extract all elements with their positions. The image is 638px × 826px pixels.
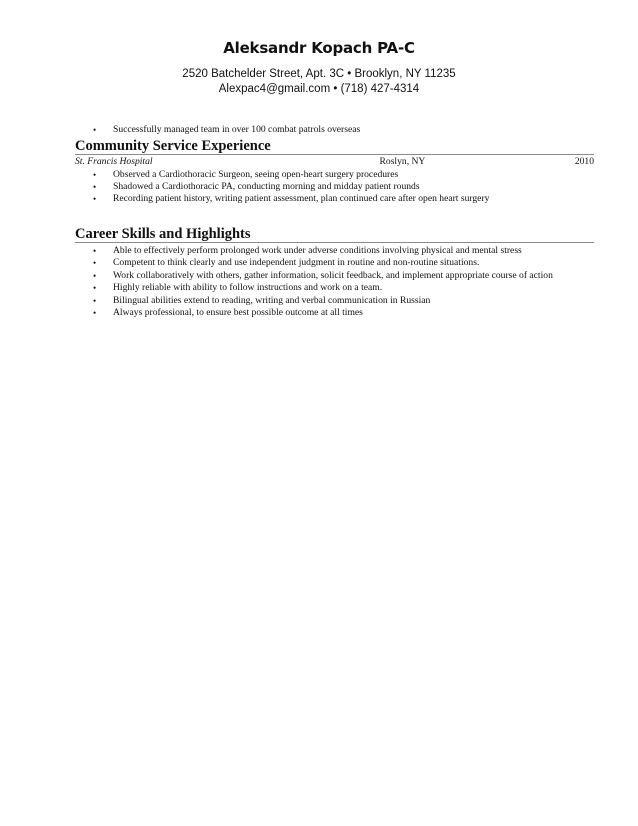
section-title: Community Service Experience: [75, 138, 594, 155]
list-item: [75, 169, 594, 181]
bullet-text: Successfully managed team in over 100 combat patrols overseas: [113, 124, 361, 135]
bullet-text: Highly reliable with ability to follow instructions and work on a team.: [113, 282, 383, 294]
bullet-text: Bilingual abilities extend to reading, writing and verbal communication in Russian: [113, 294, 431, 306]
previous-section-bullets: [75, 124, 594, 136]
bullet-icon: •: [93, 169, 97, 180]
bullet-text: Recording patient history, writing patient assessment, plan continued care after open heart surgery: [113, 193, 490, 205]
bullet-text: Competent to think clearly and use independent judgment in routine and non-routine situations.: [113, 257, 480, 269]
previous-section-tail: [75, 124, 594, 136]
bullet-icon: •: [93, 246, 97, 256]
section-title: Career Skills and Highlights: [75, 226, 594, 243]
list-item: [75, 181, 594, 193]
resume-name: Aleksandr Kopach PA-C: [223, 39, 415, 57]
address-line: 2520 Batchelder Street, Apt. 3C • Brooklyn, NY 11235: [182, 68, 456, 80]
list-item: [75, 257, 594, 269]
bullet-icon: •: [93, 194, 97, 205]
bullet-text: Work collaboratively with others, gather information, solicit feedback, and implement appropriate course of action: [113, 269, 553, 281]
bullet-icon: •: [93, 270, 97, 281]
bullet-icon: •: [93, 308, 97, 319]
list-item: [75, 245, 594, 257]
list-item: [75, 282, 594, 294]
bullet-icon: •: [93, 295, 97, 306]
experience-entry: [75, 156, 594, 169]
list-item: [75, 270, 594, 282]
bullet-icon: •: [93, 258, 97, 269]
bullet-icon: •: [93, 283, 97, 294]
list-item: [75, 295, 594, 307]
contact-line: Alexpac4@gmail.com • (718) 427-4314: [218, 83, 420, 95]
list-item: [75, 307, 594, 319]
bullet-text: Always professional, to ensure best possible outcome at all times: [113, 307, 363, 319]
list-item: [75, 124, 594, 136]
year: 2010: [574, 156, 594, 167]
community-service-bullets: [75, 169, 594, 206]
career-skills-section: [75, 226, 594, 319]
bullet-icon: •: [93, 181, 97, 192]
location: Roslyn, NY: [379, 156, 426, 167]
career-skills-bullets: [75, 245, 594, 319]
bullet-text: Able to effectively perform prolonged work under adverse conditions involving physical and mental stress: [113, 245, 522, 256]
community-service-section: [75, 138, 594, 206]
bullet-text: Observed a Cardiothoracic Surgeon, seeing open-heart surgery procedures: [113, 168, 399, 180]
list-item: [75, 193, 594, 205]
organization: St. Francis Hospital: [75, 156, 153, 167]
bullet-icon: •: [93, 125, 97, 135]
bullet-text: Shadowed a Cardiothoracic PA, conducting morning and midday patient rounds: [113, 180, 420, 192]
